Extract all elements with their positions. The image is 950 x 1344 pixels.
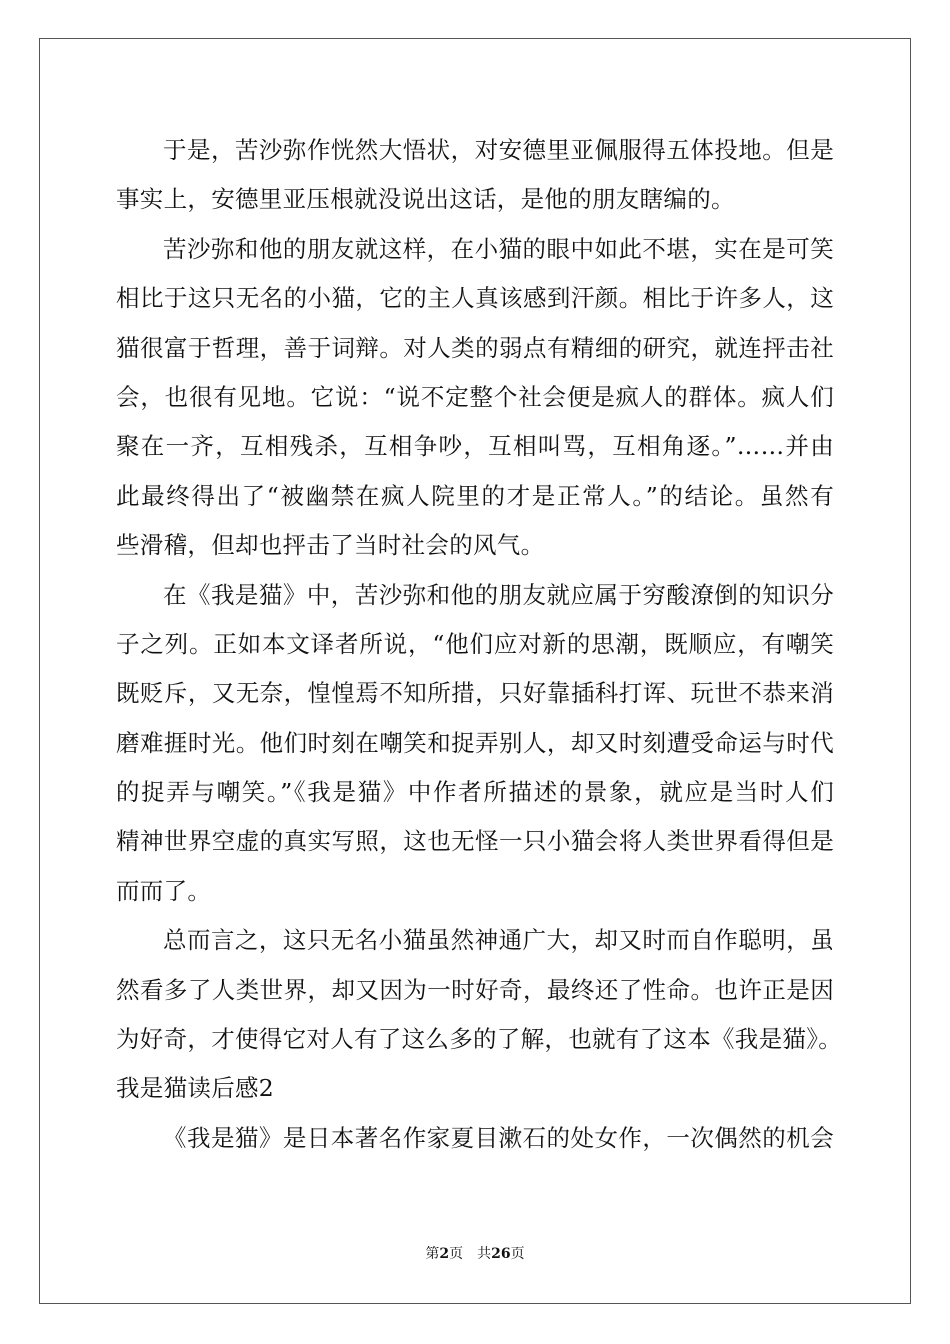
total-prefix: 共 bbox=[477, 1246, 492, 1262]
text-line: 为好奇，才使得它对人有了这么多的了解，也就有了这本《我是猫》。 bbox=[116, 1025, 843, 1054]
text-line: 在《我是猫》中，苦沙弥和他的朋友就应属于穷酸潦倒的知识分 bbox=[163, 580, 834, 609]
text-line: 的捉弄与嘲笑。”《我是猫》中作者所描述的景象，就应是当时人们 bbox=[116, 778, 834, 807]
text-line: 此最终得出了“被幽禁在疯人院里的才是正常人。”的结论。虽然有 bbox=[116, 481, 834, 510]
text-line: 事实上，安德里亚压根就没说出这话，是他的朋友瞎编的。 bbox=[116, 185, 735, 214]
text-line: 些滑稽，但却也抨击了当时社会的风气。 bbox=[116, 531, 545, 560]
text-line: 聚在一齐，互相残杀，互相争吵，互相叫骂，互相角逐。”……并由 bbox=[116, 432, 834, 461]
text-line: 精神世界空虚的真实写照，这也无怪一只小猫会将人类世界看得但是 bbox=[116, 827, 834, 856]
text-line: 猫很富于哲理，善于词辩。对人类的弱点有精细的研究，就连抨击社 bbox=[116, 333, 834, 362]
text-line: 会，也很有见地。它说：“说不定整个社会便是疯人的群体。疯人们 bbox=[116, 382, 834, 411]
page-current: 2 bbox=[439, 1246, 450, 1262]
total-suffix: 页 bbox=[510, 1246, 525, 1262]
page-footer bbox=[0, 1243, 950, 1263]
page-total: 26 bbox=[491, 1246, 511, 1262]
text-line: 磨难捱时光。他们时刻在嘲笑和捉弄别人，却又时刻遭受命运与时代 bbox=[116, 728, 834, 757]
page-suffix: 页 bbox=[449, 1246, 464, 1262]
text-line: 《我是猫》是日本著名作家夏目漱石的处女作，一次偶然的机会 bbox=[163, 1123, 834, 1152]
text-line: 而而了。 bbox=[116, 876, 212, 905]
text-line: 相比于这只无名的小猫，它的主人真该感到汗颜。相比于许多人，这 bbox=[116, 284, 834, 313]
text-line: 总而言之，这只无名小猫虽然神通广大，却又时而自作聪明，虽 bbox=[163, 926, 834, 955]
text-line: 于是，苦沙弥作恍然大悟状，对安德里亚佩服得五体投地。但是 bbox=[163, 136, 834, 164]
page-prefix: 第 bbox=[425, 1246, 440, 1262]
text-line: 苦沙弥和他的朋友就这样，在小猫的眼中如此不堪，实在是可笑 bbox=[163, 234, 834, 263]
text-line: 子之列。正如本文译者所说，“他们应对新的思潮，既顺应，有嘲笑 bbox=[116, 629, 834, 658]
text-line: 然看多了人类世界，却又因为一时好奇，最终还了性命。也许正是因 bbox=[116, 975, 834, 1004]
document-body bbox=[116, 126, 843, 1163]
text-line: 我是猫读后感2 bbox=[116, 1074, 275, 1103]
text-line: 既贬斥，又无奈，惶惶焉不知所措，只好靠插科打诨、玩世不恭来消 bbox=[116, 679, 834, 708]
